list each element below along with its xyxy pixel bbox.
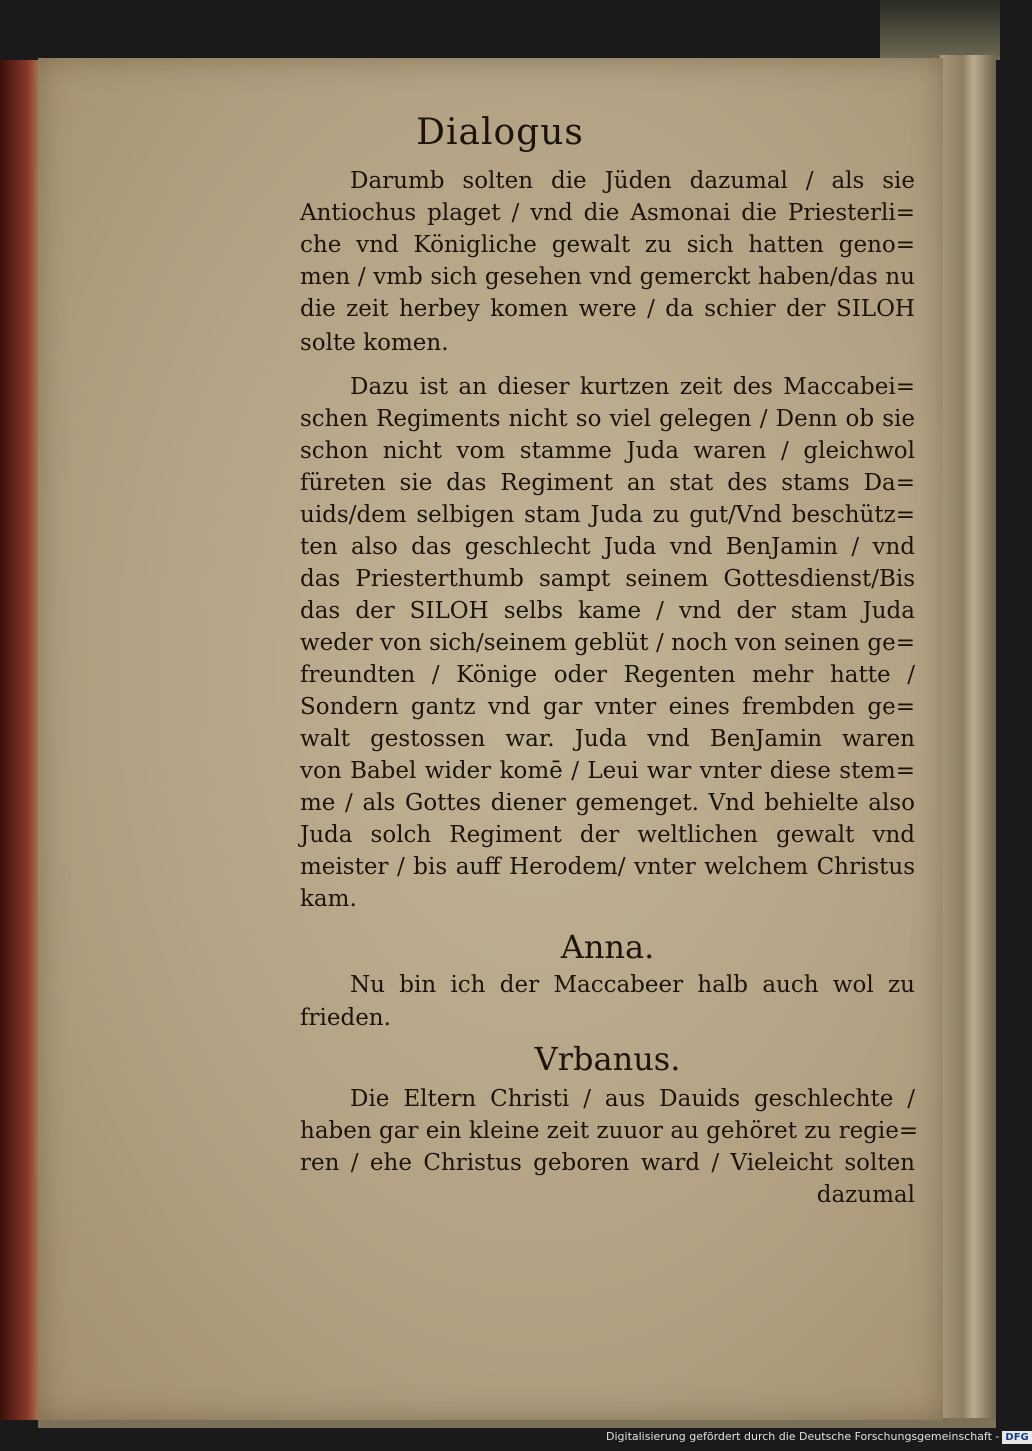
text-line: Nu bin ich der Maccabeer halb auch wol zu (350, 972, 915, 998)
text-line: ten also das geschlecht Juda vnd BenJamin / vnd (300, 534, 915, 560)
text-line: men / vmb sich gesehen vnd gemerckt haben/das nu (300, 264, 915, 290)
dfg-logo-icon: DFG (1002, 1431, 1031, 1444)
text-line: kam. (300, 886, 357, 912)
text-line: haben gar ein kleine zeit zuuor au gehöret zu regie= (300, 1118, 919, 1144)
text-line: Antiochus plaget / vnd die Asmonai die Priesterli= (300, 200, 915, 226)
text-line: weder von sich/seinem geblüt / noch von seinen ge= (300, 630, 915, 656)
text-line: Sondern gantz vnd gar vnter eines frembden ge= (300, 694, 915, 720)
running-head: Dialogus (416, 112, 584, 153)
text-line: die zeit herbey komen were / da schier der SILOH (300, 296, 915, 322)
speaker-name: Vrbanus. (534, 1040, 681, 1078)
text-line: freundten / Könige oder Regenten mehr hatte / (300, 662, 915, 688)
text-line: von Babel wider komē / Leui war vnter diese stem= (300, 758, 915, 784)
catchword: dazumal (816, 1182, 915, 1208)
text-line: füreten sie das Regiment an stat des stams Da= (300, 470, 915, 496)
text-line: Dazu ist an dieser kurtzen zeit des Maccabei= (350, 374, 915, 400)
text-line: meister / bis auff Herodem/ vnter welchem Christus (300, 854, 915, 880)
speaker-name: Anna. (560, 928, 655, 966)
text-line: walt gestossen war. Juda vnd BenJamin waren (300, 726, 915, 752)
text-line: das Priesterthumb sampt seinem Gottesdienst/Bis (300, 566, 915, 592)
text-line: Die Eltern Christi / aus Dauids geschlechte / (350, 1086, 915, 1112)
text-line: frieden. (300, 1005, 391, 1031)
text-line: das der SILOH selbs kame / vnd der stam Juda (300, 598, 915, 624)
text-line: Juda solch Regiment der weltlichen gewalt vnd (300, 822, 915, 848)
text-line: che vnd Königliche gewalt zu sich hatten geno= (300, 232, 915, 258)
text-line: schen Regiments nicht so viel gelegen / Denn ob sie (300, 406, 915, 432)
text-line: Darumb solten die Jüden dazumal / als sie (350, 168, 915, 194)
digitization-footer (606, 1430, 1029, 1450)
text-line: ren / ehe Christus geboren ward / Vieleicht solten (300, 1150, 915, 1176)
text-line: schon nicht vom stamme Juda waren / gleichwol (300, 438, 915, 464)
text-line: solte komen. (300, 330, 449, 356)
text-line: me / als Gottes diener gemenget. Vnd behielte also (300, 790, 915, 816)
text-line: uids/dem selbigen stam Juda zu gut/Vnd beschütz= (300, 502, 915, 528)
footer-text: Digitalisierung gefördert durch die Deutsche Forschungsgemeinschaft - (606, 1430, 1000, 1443)
